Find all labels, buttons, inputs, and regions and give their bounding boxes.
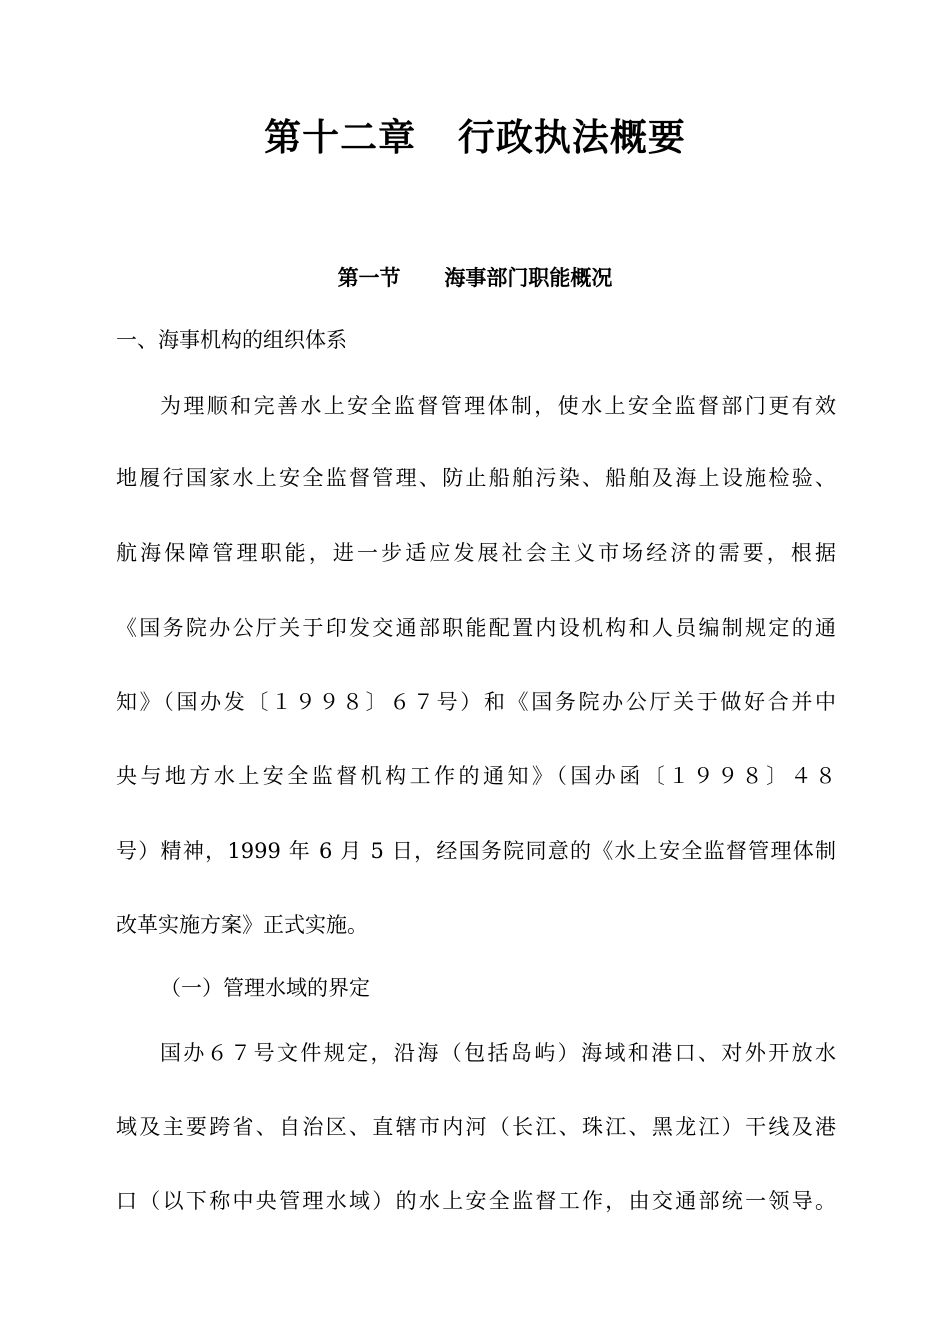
paragraph-line: 域及主要跨省、自治区、直辖市内河（长江、珠江、黑龙江）干线及港 [116, 1115, 836, 1139]
heading-organization-system: 一、海事机构的组织体系 [116, 328, 347, 352]
section-title: 第一节 海事部门职能概况 [337, 266, 613, 290]
paragraph-line: 地履行国家水上安全监督管理、防止船舶污染、船舶及海上设施检验、 [116, 466, 836, 490]
paragraph-line: 号）精神，1999 年 6 月 5 日，经国务院同意的《水上安全监督管理体制 [116, 839, 836, 863]
paragraph-line: 《国务院办公厅关于印发交通部职能配置内设机构和人员编制规定的通 [116, 616, 836, 640]
paragraph-line: 国办６７号文件规定，沿海（包括岛屿）海域和港口、对外开放水 [160, 1041, 836, 1065]
paragraph-line: 知》（国办发〔１９９８〕６７号）和《国务院办公厅关于做好合并中 [116, 690, 836, 714]
paragraph-line: 央与地方水上安全监督机构工作的通知》（国办函〔１９９８〕４８ [116, 764, 836, 788]
paragraph-line: 改革实施方案》正式实施。 [116, 913, 368, 937]
chapter-title: 第十二章 行政执法概要 [264, 116, 686, 159]
paragraph-line: 航海保障管理职能，进一步适应发展社会主义市场经济的需要，根据 [116, 541, 836, 565]
paragraph-line: 为理顺和完善水上安全监督管理体制，使水上安全监督部门更有效 [160, 394, 836, 418]
subheading-water-area-definition: （一）管理水域的界定 [160, 976, 370, 1000]
paragraph-line: 口（以下称中央管理水域）的水上安全监督工作，由交通部统一领导。 [116, 1189, 836, 1213]
